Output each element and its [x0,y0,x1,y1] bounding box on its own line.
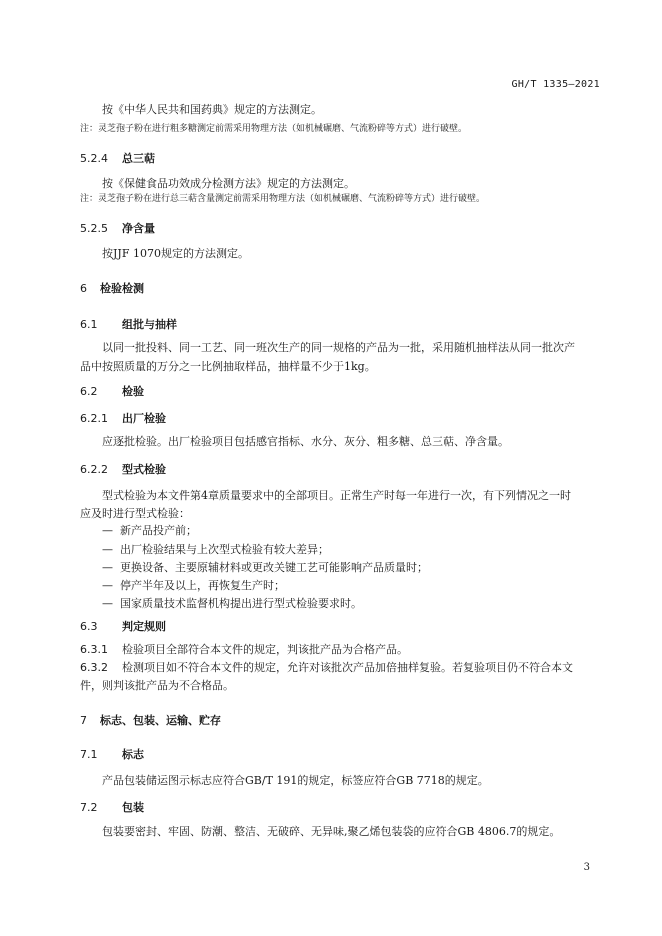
list-item-text: 新产品投产前； [120,524,197,537]
heading-5-2-4 [80,150,155,166]
section-title: 标志 [122,748,144,761]
clause-text: 检验项目全部符合本文件的规定，判该批产品为合格产品。 [122,643,408,656]
list-item [102,540,329,559]
list-item-text: 国家质量技术监督机构提出进行型式检验要求时。 [120,597,362,610]
clause-6-3-2-continuation: 件，则判该批产品为不合格品。 [80,679,234,692]
note-triterpene-wall-breaking: 注：灵芝孢子粉在进行总三萜含量测定前需采用物理方法（如机械碾磨、气流粉碎等方式）进行破壁。 [80,194,486,204]
paragraph-type-inspection-line1: 型式检验为本文件第4章质量要求中的全部项目。正常生产时每一年进行一次，有下列情况之一时 [102,489,571,502]
section-title: 标志、包装、运输、贮存 [100,714,221,727]
section-number: 6.2 [80,385,98,398]
clause-text: 检测项目如不符合本文件的规定，允许对该批次产品加倍抽样复验。若复验项目仍不符合本文 [122,661,573,674]
dash-mark: — [102,597,113,610]
clause-number: 6.3.2 [80,661,108,674]
section-title: 组批与抽样 [122,318,177,331]
section-title: 型式检验 [122,463,166,476]
heading-6-3 [80,618,166,634]
section-number: 7 [80,714,87,727]
heading-6-2 [80,383,144,399]
heading-6-1 [80,316,177,332]
note-polysaccharide-wall-breaking: 注：灵芝孢子粉在进行粗多糖测定前需采用物理方法（如机械碾磨、气流粉碎等方式）进行破壁。 [80,124,468,134]
section-title: 检验 [122,385,144,398]
paragraph-batch-line1: 以同一批投料、同一工艺、同一班次生产的同一规格的产品为一批，采用随机抽样法从同一批次产 [102,341,575,354]
section-number: 5.2.5 [80,222,108,235]
list-item-text: 更换设备、主要原辅材料或更改关键工艺可能影响产品质量时； [120,561,428,574]
section-number: 6.1 [80,318,98,331]
paragraph-marking: 产品包装储运图示标志应符合GB/T 191的规定，标签应符合GB 7718的规定。 [102,774,489,787]
heading-6-2-1 [80,410,166,426]
paragraph-factory-inspection: 应逐批检验。出厂检验项目包括感官指标、水分、灰分、粗多糖、总三萜、净含量。 [102,435,509,448]
section-number: 6 [80,282,87,295]
list-item-text: 出厂检验结果与上次型式检验有较大差异； [120,543,329,556]
clause-number: 6.3.1 [80,643,108,656]
heading-7 [80,712,221,728]
page-number: 3 [583,862,590,873]
dash-mark: — [102,524,113,537]
heading-7-1 [80,746,144,762]
paragraph-triterpene-method: 按《保健食品功效成分检测方法》规定的方法测定。 [102,177,355,190]
section-number: 7.1 [80,748,98,761]
list-item-text: 停产半年及以上，再恢复生产时； [120,579,285,592]
paragraph-pharmacopoeia-method: 按《中华人民共和国药典》规定的方法测定。 [102,103,322,116]
section-title: 总三萜 [122,152,155,165]
paragraph-net-content-method: 按JJF 1070规定的方法测定。 [102,247,249,260]
section-number: 6.2.2 [80,463,108,476]
dash-mark: — [102,561,113,574]
heading-7-2 [80,799,144,815]
heading-5-2-5 [80,220,155,236]
dash-mark: — [102,579,113,592]
list-item [102,521,197,540]
heading-6 [80,280,144,296]
list-item [102,594,362,613]
section-number: 5.2.4 [80,152,108,165]
clause-6-3-1 [80,640,408,659]
section-title: 判定规则 [122,620,166,633]
list-item [102,558,428,577]
section-title: 检验检测 [100,282,144,295]
paragraph-type-inspection-line2: 应及时进行型式检验： [80,507,190,520]
list-item [102,576,285,595]
clause-6-3-2 [80,658,573,677]
section-number: 6.3 [80,620,98,633]
paragraph-batch-line2: 品中按照质量的万分之一比例抽取样品，抽样量不少于1kg。 [80,360,376,373]
standard-code-header: GH/T 1335—2021 [511,79,600,90]
section-number: 6.2.1 [80,412,108,425]
dash-mark: — [102,543,113,556]
section-title: 包装 [122,801,144,814]
section-title: 出厂检验 [122,412,166,425]
paragraph-packaging: 包装要密封、牢固、防潮、整洁、无破碎、无异味,聚乙烯包装袋的应符合GB 4806.7的规定。 [102,825,561,838]
section-title: 净含量 [122,222,155,235]
section-number: 7.2 [80,801,98,814]
heading-6-2-2 [80,461,166,477]
